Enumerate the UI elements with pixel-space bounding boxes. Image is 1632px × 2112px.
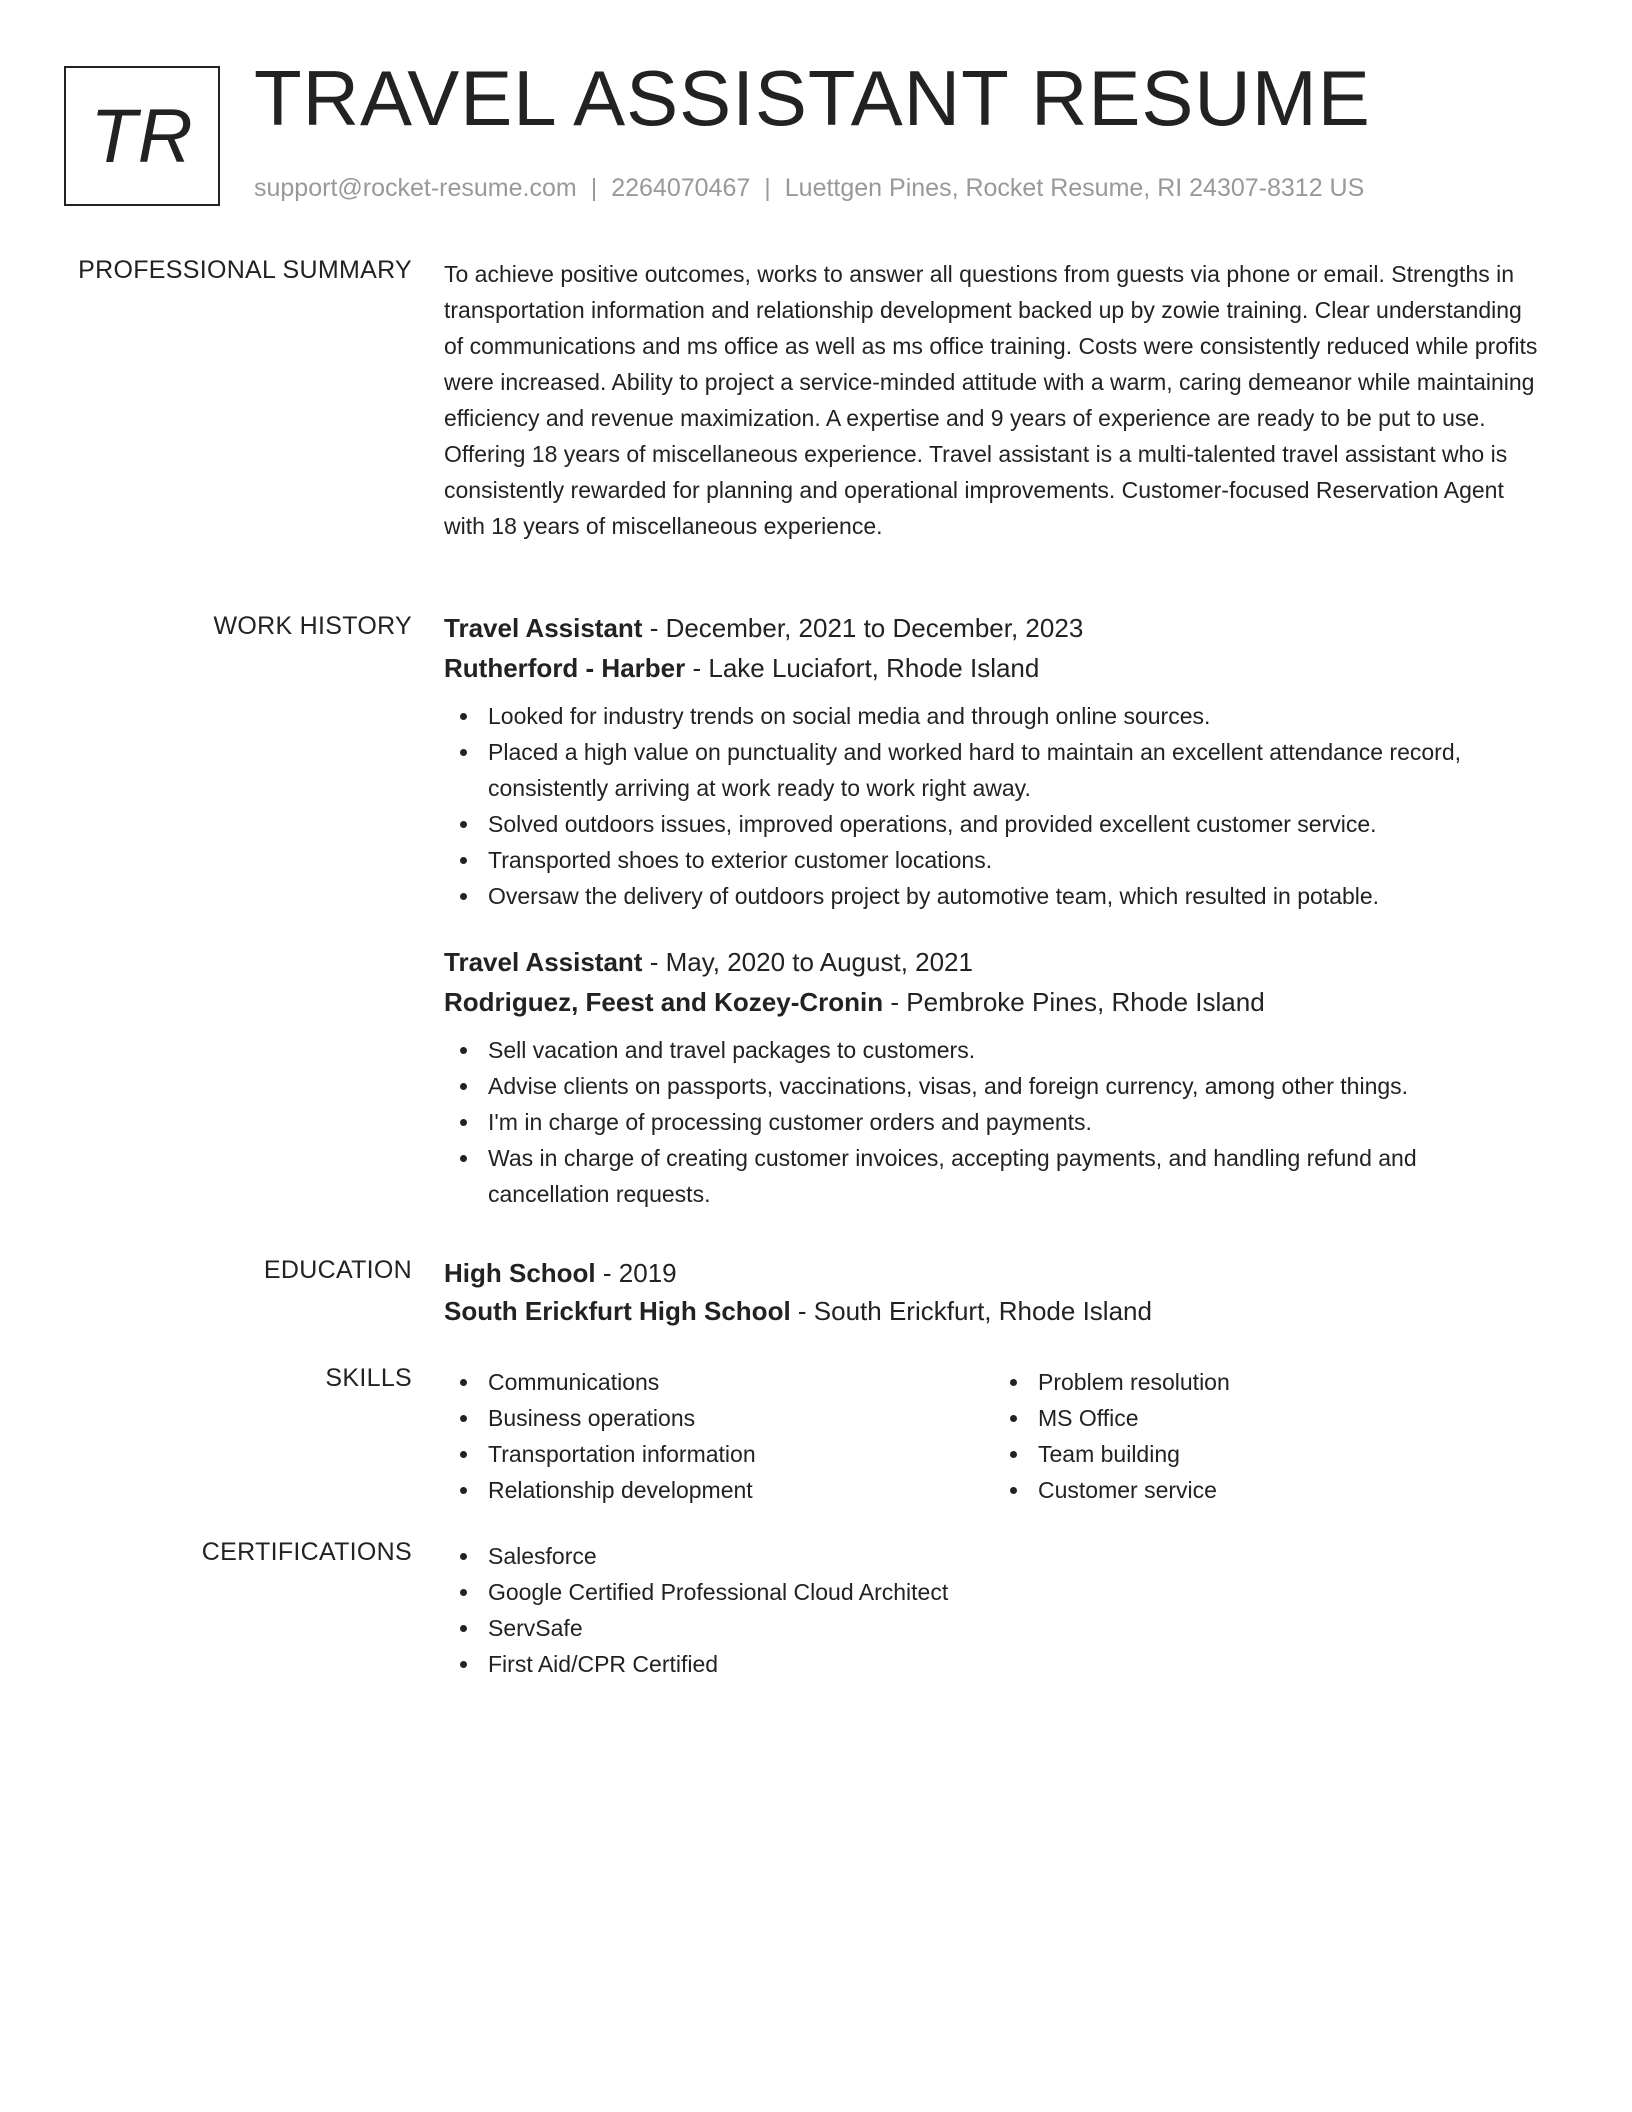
job-company-line [444, 648, 1544, 688]
list-item: First Aid/CPR Certified [488, 1646, 1544, 1682]
skills-list-column-1 [444, 1364, 994, 1508]
education-year: - 2019 [595, 1258, 677, 1288]
list-item: Advise clients on passports, vaccinations, visas, and foreign currency, among other things. [488, 1068, 1544, 1104]
job-dates: - December, 2021 to December, 2023 [642, 613, 1084, 643]
list-item: Team building [1038, 1436, 1544, 1472]
list-item: Solved outdoors issues, improved operations, and provided excellent customer service. [488, 806, 1544, 842]
contact-email: support@rocket-resume.com [254, 174, 577, 202]
list-item: ServSafe [488, 1610, 1544, 1646]
summary-text: To achieve positive outcomes, works to answer all questions from guests via phone or email. Strengths in transportation information and relationship development backed up by zowie training. Clear understanding of communications and ms office as well as ms office training. Costs were consistently reduced while profits were increased. Ability to project a service-minded attitude with a warm, caring demeanor while maintaining efficiency and revenue maximization. A expertise and 9 years of experience are ready to be put to use. Offering 18 years of miscellaneous experience. Travel assistant is a multi-talented travel assistant who is consistently rewarded for planning and operational improvements. Customer-focused Reservation Agent with 18 years of miscellaneous experience. [444, 261, 1538, 539]
contact-separator: | [590, 174, 598, 202]
list-item: Oversaw the delivery of outdoors project by automotive team, which resulted in potable. [488, 878, 1544, 914]
list-item: Sell vacation and travel packages to customers. [488, 1032, 1544, 1068]
job-location: - Pembroke Pines, Rhode Island [883, 987, 1265, 1017]
section-label: SKILLS [325, 1364, 412, 1392]
list-item: Problem resolution [1038, 1364, 1544, 1400]
education-degree-line [444, 1254, 1544, 1292]
list-item: Placed a high value on punctuality and worked hard to maintain an excellent attendance record, consistently arriving at work ready to work right away. [488, 734, 1544, 806]
list-item: I'm in charge of processing customer orders and payments. [488, 1104, 1544, 1140]
job-location: - Lake Luciafort, Rhode Island [685, 653, 1040, 683]
list-item: Looked for industry trends on social media and through online sources. [488, 698, 1544, 734]
section-label: PROFESSIONAL SUMMARY [78, 256, 412, 284]
contact-address: Luettgen Pines, Rocket Resume, RI 24307-8312 US [784, 174, 1365, 202]
monogram-logo: TR [64, 66, 220, 206]
contact-line [254, 174, 1364, 203]
job-title: Travel Assistant [444, 613, 643, 643]
job-dates: - May, 2020 to August, 2021 [642, 947, 973, 977]
resume-title: TRAVEL ASSISTANT RESUME [254, 54, 1371, 142]
education-degree: High School [444, 1258, 596, 1288]
section-label: WORK HISTORY [213, 612, 412, 640]
skills-list-column-2 [994, 1364, 1544, 1508]
list-item: Transported shoes to exterior customer locations. [488, 842, 1544, 878]
job-entry [444, 942, 1544, 1212]
list-item: Google Certified Professional Cloud Architect [488, 1574, 1544, 1610]
contact-phone: 2264070467 [611, 174, 751, 202]
list-item: Communications [488, 1364, 994, 1400]
section-label: CERTIFICATIONS [201, 1538, 412, 1566]
list-item: Business operations [488, 1400, 994, 1436]
list-item: MS Office [1038, 1400, 1544, 1436]
education-school: South Erickfurt High School [444, 1296, 791, 1326]
job-title-line [444, 608, 1544, 648]
list-item: Transportation information [488, 1436, 994, 1472]
list-item: Salesforce [488, 1538, 1544, 1574]
list-item: Was in charge of creating customer invoices, accepting payments, and handling refund and cancellation requests. [488, 1140, 1544, 1212]
job-entry [444, 608, 1544, 914]
list-item: Relationship development [488, 1472, 994, 1508]
certifications-list [444, 1538, 1544, 1682]
section-label: EDUCATION [263, 1256, 412, 1284]
list-item: Customer service [1038, 1472, 1544, 1508]
job-title: Travel Assistant [444, 947, 643, 977]
job-bullets [444, 1032, 1544, 1212]
job-bullets [444, 698, 1544, 914]
contact-separator: | [764, 174, 771, 202]
education-location: - South Erickfurt, Rhode Island [790, 1296, 1152, 1326]
job-company: Rodriguez, Feest and Kozey-Cronin [444, 987, 884, 1017]
job-company-line [444, 982, 1544, 1022]
job-company: Rutherford - Harber [444, 653, 686, 683]
education-school-line [444, 1292, 1544, 1330]
job-title-line [444, 942, 1544, 982]
